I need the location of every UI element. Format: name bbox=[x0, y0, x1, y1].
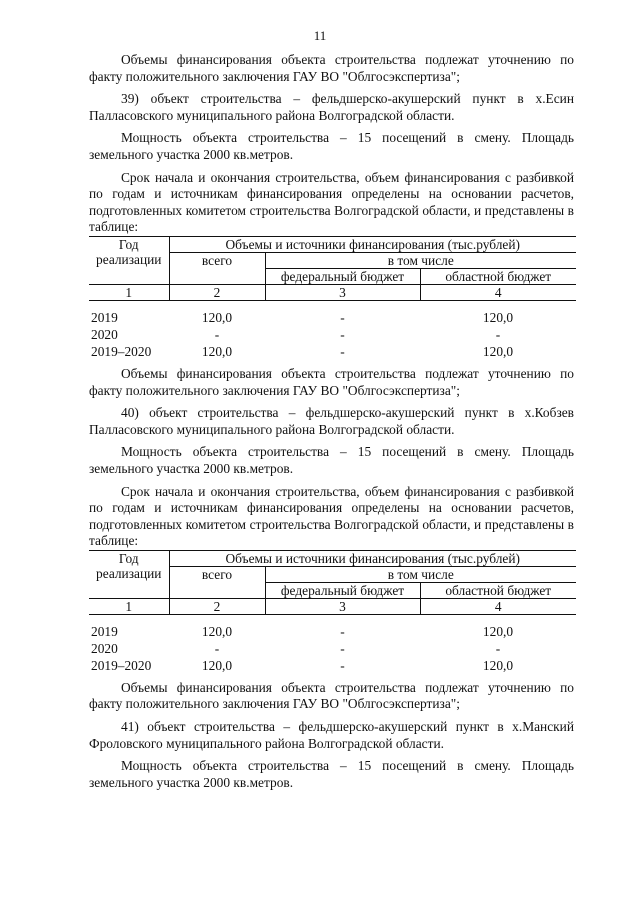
col-number: 3 bbox=[265, 598, 420, 614]
object-paragraph: 40) объект строительства – фельдшерско-акушерский пункт в х.Кобзев Палласовского муниципального района Волгоградской области. bbox=[89, 405, 574, 437]
intro-paragraph: Срок начала и окончания строительства, объем финансирования с разбивкой по годам и источникам финансирования определены на основании расчетов, подготовленных комитетом строительства Волгоградской области, и представлены в таблице: bbox=[89, 483, 574, 549]
year-header: Год реализации bbox=[89, 236, 169, 284]
col-number: 1 bbox=[89, 284, 169, 300]
regional-header: областной бюджет bbox=[420, 268, 576, 284]
table-row: 2019–2020 120,0 - 120,0 bbox=[91, 343, 514, 359]
table-row: 2019 120,0 - 120,0 bbox=[91, 309, 514, 325]
object-paragraph: 41) объект строительства – фельдшерско-акушерский пункт в х.Манский Фроловского муниципального района Волгоградской области. bbox=[89, 719, 574, 751]
col-number: 4 bbox=[420, 598, 576, 614]
document-body bbox=[89, 52, 574, 791]
volumes-header: Объемы и источники финансирования (тыс.рублей) bbox=[169, 236, 576, 252]
clarify-paragraph: Объемы финансирования объекта строительства подлежат уточнению по факту положительного заключения ГАУ ВО "Облгосэкспертиза"; bbox=[89, 365, 574, 398]
table-row: 2019 120,0 - 120,0 bbox=[91, 623, 514, 639]
financing-table bbox=[89, 236, 576, 360]
table-row: 2020 - - - bbox=[91, 640, 501, 656]
table-row: 2020 - - - bbox=[91, 326, 501, 342]
capacity-paragraph: Мощность объекта строительства – 15 посещений в смену. Площадь земельного участка 2000 кв.метров. bbox=[89, 130, 574, 162]
object-paragraph: 39) объект строительства – фельдшерско-акушерский пункт в х.Есин Палласовского муниципального района Волгоградской области. bbox=[89, 91, 574, 123]
regional-header: областной бюджет bbox=[420, 582, 576, 598]
col-number: 4 bbox=[420, 284, 576, 300]
col-number: 1 bbox=[89, 598, 169, 614]
total-header: всего bbox=[169, 252, 265, 284]
including-header: в том числе bbox=[265, 566, 576, 582]
federal-header: федеральный бюджет bbox=[265, 582, 420, 598]
total-header: всего bbox=[169, 566, 265, 598]
volumes-header: Объемы и источники финансирования (тыс.рублей) bbox=[169, 550, 576, 566]
page-number: 11 bbox=[313, 28, 327, 43]
clarify-paragraph: Объемы финансирования объекта строительства подлежат уточнению по факту положительного заключения ГАУ ВО "Облгосэкспертиза"; bbox=[89, 679, 574, 712]
year-header: Год реализации bbox=[89, 550, 169, 598]
col-number: 2 bbox=[169, 598, 265, 614]
clarify-paragraph: Объемы финансирования объекта строительства подлежат уточнению по факту положительного заключения ГАУ ВО "Облгосэкспертиза"; bbox=[89, 52, 574, 84]
federal-header: федеральный бюджет bbox=[265, 268, 420, 284]
including-header: в том числе bbox=[265, 252, 576, 268]
capacity-paragraph: Мощность объекта строительства – 15 посещений в смену. Площадь земельного участка 2000 кв.метров. bbox=[89, 444, 574, 476]
col-number: 2 bbox=[169, 284, 265, 300]
col-number: 3 bbox=[265, 284, 420, 300]
financing-table bbox=[89, 550, 576, 674]
table-row: 2019–2020 120,0 - 120,0 bbox=[91, 657, 514, 673]
capacity-paragraph: Мощность объекта строительства – 15 посещений в смену. Площадь земельного участка 2000 кв.метров. bbox=[89, 758, 574, 790]
intro-paragraph: Срок начала и окончания строительства, объем финансирования с разбивкой по годам и источникам финансирования определены на основании расчетов, подготовленных комитетом строительства Волгоградской области, и представлены в таблице: bbox=[89, 169, 574, 235]
